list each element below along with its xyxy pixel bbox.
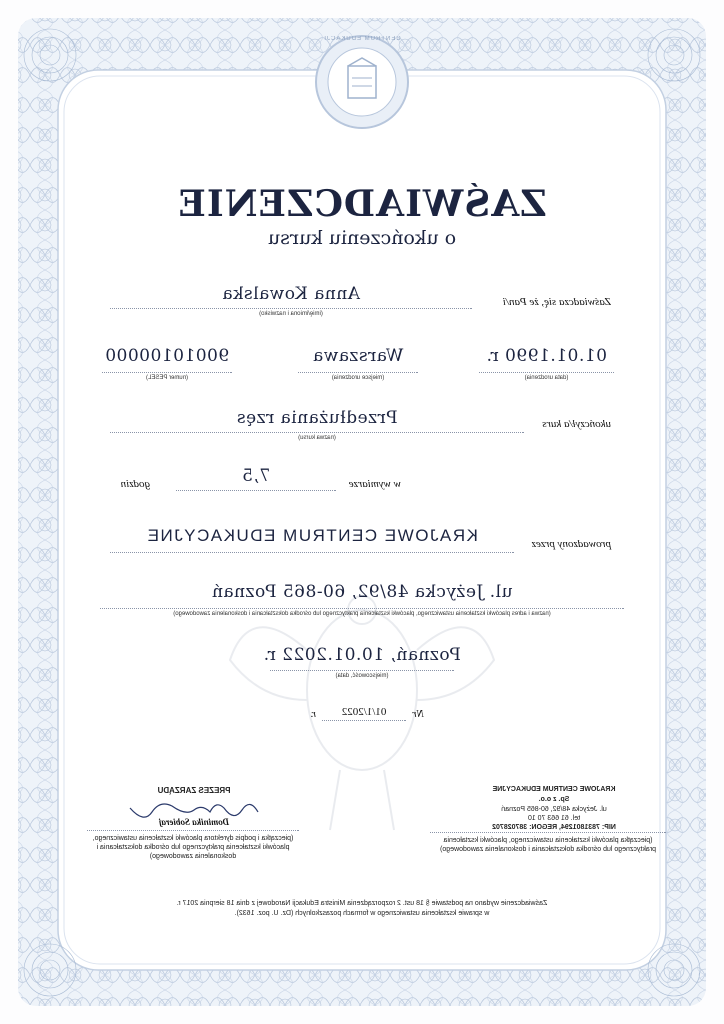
- place-date-caption: (miejscowość, data): [335, 673, 389, 679]
- name-caption: (imię/imiona i nazwisko): [259, 311, 323, 317]
- page-title: ZAŚWIADCZENIE: [177, 183, 547, 225]
- page-subtitle: o ukończeniu kursu: [267, 227, 457, 249]
- hours-unit: godzin: [120, 478, 150, 490]
- birth-date-caption: (data urodzenia): [524, 375, 569, 381]
- hours-field: 7,5: [241, 466, 271, 486]
- president-name: Dominika Sobieraj: [158, 817, 230, 827]
- course-label: ukończył/a kurs: [542, 418, 611, 430]
- stamp-line5: NIP: 7831801294, REGON: 387028702: [492, 824, 616, 831]
- certify-label: Zaświadcza się, że Pan/i: [502, 296, 611, 308]
- number-field: 01/1/2022: [341, 706, 387, 718]
- birth-place-field: Warszawa: [312, 346, 404, 366]
- footer-line2: w sprawie kształcenia ustawicznego w formach pozaszkolnych (Dz. U. poz. 1632).: [234, 910, 490, 917]
- stamp-line2: Sp. z o.o.: [538, 796, 570, 803]
- address-caption: (nazwa i adres placówki kształcenia ustawicznego, placówki kształcenia praktycznego lub ośrodka dokształcania i doskonalenia zawodowego): [173, 611, 551, 617]
- stamp-caption: (pieczątka placówki kształcenia ustawicznego, placówki kształcenia praktycznego lub ośrodka dokształcania i doskonalenia zawodowego): [440, 837, 656, 853]
- stamp-line4: tel. 61 663 70 10: [527, 815, 581, 822]
- course-field: Przedłużania rzęs: [236, 408, 398, 428]
- number-suffix: r.: [310, 708, 316, 720]
- birth-date-field: 01.01.1990 r.: [486, 346, 607, 366]
- birth-place-caption: (miejsce urodzenia): [331, 375, 385, 381]
- seal-text: CENTRUM EDUKACJI: [323, 36, 401, 42]
- number-label: Nr: [412, 708, 424, 720]
- president-heading: PREZES ZARZĄDU: [157, 786, 231, 795]
- place-date-field: Poznań, 10.01.2022 r.: [263, 645, 461, 665]
- pesel-field: 90010100000: [104, 346, 230, 366]
- hours-label: w wymiarze: [348, 478, 401, 490]
- pesel-caption: (numer PESEL): [146, 375, 189, 381]
- stamp-line3: ul. Jeżycka 48/92, 60-865 Poznań: [501, 806, 607, 813]
- address-field: ul. Jeżycka 48/92, 60-865 Poznań: [211, 582, 513, 602]
- name-field: Anna Kowalska: [222, 284, 360, 304]
- stamp-line1: KRAJOWE CENTRUM EDUKACYJNE: [492, 786, 616, 793]
- organizer-field: KRAJOWE CENTRUM EDUKACYJNE: [146, 526, 478, 545]
- footer-line1: Zaświadczenie wydano na podstawie § 18 ust. 2 rozporządzenia Ministra Edukacji Narodowej z dnia 18 sierpnia 2017 r.: [176, 900, 548, 907]
- president-caption: (pieczątka i podpis dyrektora placówki kształcenia ustawicznego, placówki kształcenia praktycznego lub ośrodka dokształcania i doskonalenia zawodowego): [92, 835, 294, 860]
- organizer-label: prowadzony przez: [531, 538, 611, 550]
- course-caption: (nazwa kursu): [298, 435, 336, 441]
